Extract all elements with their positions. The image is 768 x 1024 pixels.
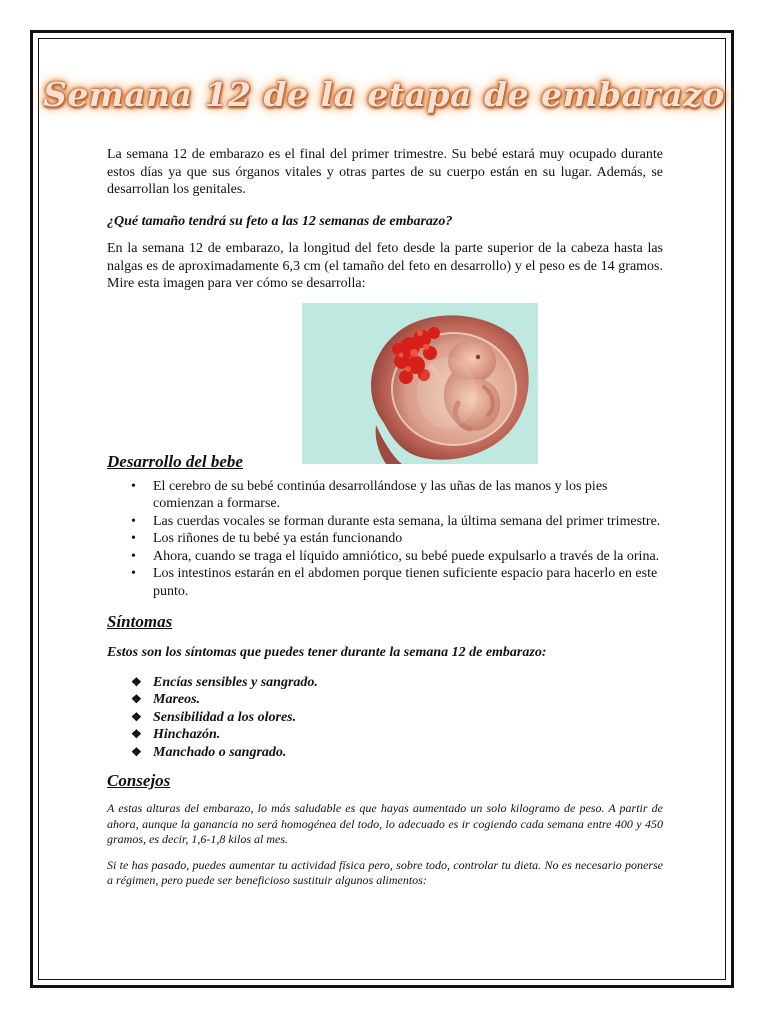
symptoms-list: [107, 674, 663, 762]
page-title: Semana 12 de la etapa de embarazo: [43, 74, 725, 114]
document-body: [107, 146, 663, 889]
development-list: [107, 478, 663, 601]
list-item: ❖ Encías sensibles y sangrado.: [153, 674, 663, 692]
symptoms-heading: Síntomas: [107, 612, 173, 631]
size-question: ¿Qué tamaño tendrá su feto a las 12 semanas de embarazo?: [107, 213, 453, 229]
list-item: • Las cuerdas vocales se forman durante esta semana, la última semana del primer trimestre.: [153, 513, 663, 531]
advice-paragraph-1: A estas alturas del embarazo, lo más saludable es que hayas aumentado un solo kilogramo de peso. A partir de ahora, aunque la ganancia no será homogénea del todo, lo adecuado es ir cogiendo cada semana entre 400 y 450 gramos, es decir, 1,6-1,8 kilos al mes.: [107, 801, 663, 846]
fetus-illustration: [302, 303, 538, 464]
list-item: ❖ Sensibilidad a los olores.: [153, 709, 663, 727]
list-item: ❖ Mareos.: [153, 691, 663, 709]
list-item: • Ahora, cuando se traga el líquido amniótico, su bebé puede expulsarlo a través de la orina.: [153, 548, 663, 566]
list-item: • El cerebro de su bebé continúa desarrollándose y las uñas de las manos y los pies comienzan a formarse.: [153, 478, 663, 513]
list-item: ❖ Manchado o sangrado.: [153, 744, 663, 762]
title-banner: [43, 62, 725, 126]
development-heading: Desarrollo del bebe: [107, 451, 243, 471]
symptoms-intro: Estos son los síntomas que puedes tener durante la semana 12 de embarazo:: [107, 645, 547, 660]
intro-paragraph: La semana 12 de embarazo es el final del primer trimestre. Su bebé estará muy ocupado durante estos días ya que sus órganos vitales y otras partes de su cuerpo están en su lugar. Además, se desarrollan los genitales.: [107, 147, 663, 197]
advice-paragraph-2: Si te has pasado, puedes aumentar tu actividad física pero, sobre todo, controlar tu dieta. No es necesario ponerse a régimen, pero puede ser beneficioso sustituir algunos alimentos:: [107, 857, 663, 887]
fetus-in-uterus-image: [302, 303, 538, 464]
list-item: • Los intestinos estarán en el abdomen porque tienen suficiente espacio para hacerlo en este punto.: [153, 565, 663, 600]
list-item: • Los riñones de tu bebé ya están funcionando: [153, 530, 663, 548]
size-paragraph: En la semana 12 de embarazo, la longitud del feto desde la parte superior de la cabeza hasta las nalgas es de aproximadamente 6,3 cm (el tamaño del feto en desarrollo) y el peso es de 14 gramos. Mire esta imagen para ver cómo se desarrolla:: [107, 241, 663, 291]
list-item: ❖ Hinchazón.: [153, 726, 663, 744]
advice-heading: Consejos: [107, 771, 171, 790]
